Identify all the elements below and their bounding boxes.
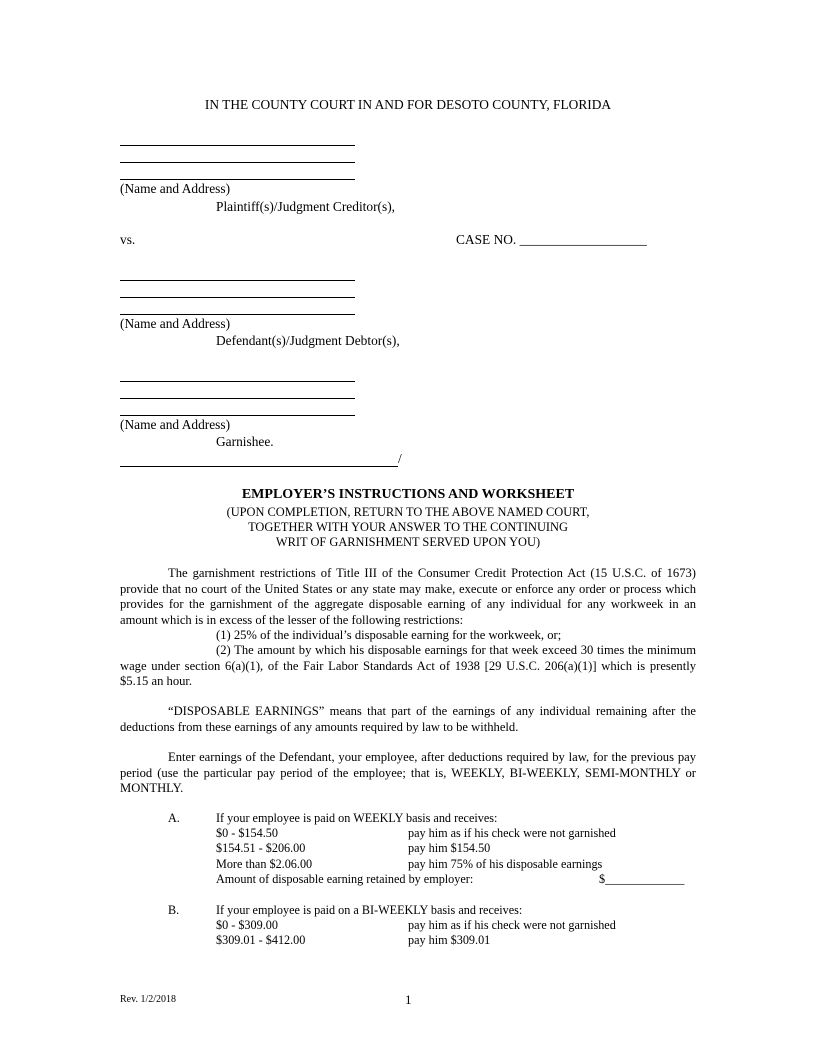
- case-number: [456, 232, 647, 248]
- definition-text: “DISPOSABLE EARNINGS” means that part of the earnings of any individual remaining after the deductions from these earnings of any amounts required by law to be withheld.: [120, 704, 696, 734]
- section-b-action-1: pay him as if his check were not garnished: [408, 918, 616, 932]
- defendant-line-3[interactable]: [120, 314, 355, 315]
- page-number: 1: [405, 992, 412, 1007]
- section-a-range-1: $0 - $154.50: [216, 826, 278, 840]
- section-b-range-1: $0 - $309.00: [216, 918, 278, 932]
- section-a-range-3: More than $2.06.00: [216, 857, 313, 871]
- section-b-range-2: $309.01 - $412.00: [216, 933, 306, 947]
- worksheet-subtitle-1: (UPON COMPLETION, RETURN TO THE ABOVE NAMED COURT,: [226, 505, 590, 519]
- caption-slash: /: [398, 451, 402, 466]
- section-b-action-2: pay him $309.01: [408, 933, 491, 947]
- defendant-line-1[interactable]: [120, 280, 355, 281]
- disposable-earnings-definition: [120, 704, 696, 735]
- worksheet-title: EMPLOYER’S INSTRUCTIONS AND WORKSHEET: [241, 487, 575, 502]
- defendant-line-2[interactable]: [120, 297, 355, 298]
- section-a-range-2: $154.51 - $206.00: [216, 841, 306, 855]
- case-number-field[interactable]: ___________________: [519, 232, 647, 247]
- worksheet-subtitle-3: WRIT OF GARNISHMENT SERVED UPON YOU): [275, 535, 541, 549]
- worksheet-subtitle-2: TOGETHER WITH YOUR ANSWER TO THE CONTINUING: [248, 520, 568, 534]
- revision-date: Rev. 1/2/2018: [120, 994, 177, 1005]
- defendant-role: Defendant(s)/Judgment Debtor(s),: [216, 333, 400, 348]
- section-a-retained-label: Amount of disposable earning retained by employer:: [216, 872, 474, 886]
- court-title: IN THE COUNTY COURT IN AND FOR DESOTO COUNTY, FLORIDA: [204, 97, 612, 112]
- section-a-intro: If your employee is paid on WEEKLY basis and receives:: [216, 811, 498, 825]
- enter-earnings-instruction: [120, 750, 696, 797]
- vs-label: vs.: [120, 232, 136, 247]
- caption-end-line: [120, 466, 398, 467]
- garnishee-line-2[interactable]: [120, 398, 355, 399]
- plaintiff-line-1[interactable]: [120, 145, 355, 146]
- instruction-text: Enter earnings of the Defendant, your employee, after deductions required by law, for the previous pay period (use the particular pay period of the employee; that is, WEEKLY, BI-WEEKLY, SEMI-MONTHLY or MONTHLY.: [120, 750, 696, 796]
- restrictions-text: The garnishment restrictions of Title III of the Consumer Credit Protection Act (15 U.S.C. of 1673) provide that no court of the United States or any state may make, execute or enforce any order or process which provides for the garnishment of the aggregate disposable earning of any individual for any workweek in an amount which is in excess of the lesser of the following restrictions:: [120, 566, 696, 627]
- garnishee-line-1[interactable]: [120, 381, 355, 382]
- garnishee-line-3[interactable]: [120, 415, 355, 416]
- restriction-1: (1) 25% of the individual’s disposable earning for the workweek, or;: [216, 628, 562, 642]
- restrictions-paragraph: [120, 566, 696, 628]
- garnishee-role: Garnishee.: [216, 434, 274, 449]
- restriction-2: (2) The amount by which his disposable earnings for that week exceed 30 times the minimum wage under section 6(a)(1), of the Fair Labor Standards Act of 1938 [29 U.S.C. 206(a)(1)] which is presently $5.15 an hour.: [120, 643, 696, 689]
- plaintiff-line-3[interactable]: [120, 179, 355, 180]
- plaintiff-role: Plaintiff(s)/Judgment Creditor(s),: [216, 199, 396, 214]
- garnishee-name-label: (Name and Address): [120, 417, 231, 432]
- section-a-action-3: pay him 75% of his disposable earnings: [408, 857, 603, 871]
- plaintiff-line-2[interactable]: [120, 162, 355, 163]
- section-b-intro: If your employee is paid on a BI-WEEKLY basis and receives:: [216, 903, 523, 917]
- section-a-letter: A.: [168, 811, 180, 825]
- section-a-action-2: pay him $154.50: [408, 841, 491, 855]
- section-a-retained-field[interactable]: $_____________: [599, 872, 685, 886]
- plaintiff-name-label: (Name and Address): [120, 181, 231, 196]
- section-a-action-1: pay him as if his check were not garnished: [408, 826, 616, 840]
- case-number-label: CASE NO.: [456, 232, 517, 247]
- section-b-letter: B.: [168, 903, 180, 917]
- defendant-name-label: (Name and Address): [120, 316, 231, 331]
